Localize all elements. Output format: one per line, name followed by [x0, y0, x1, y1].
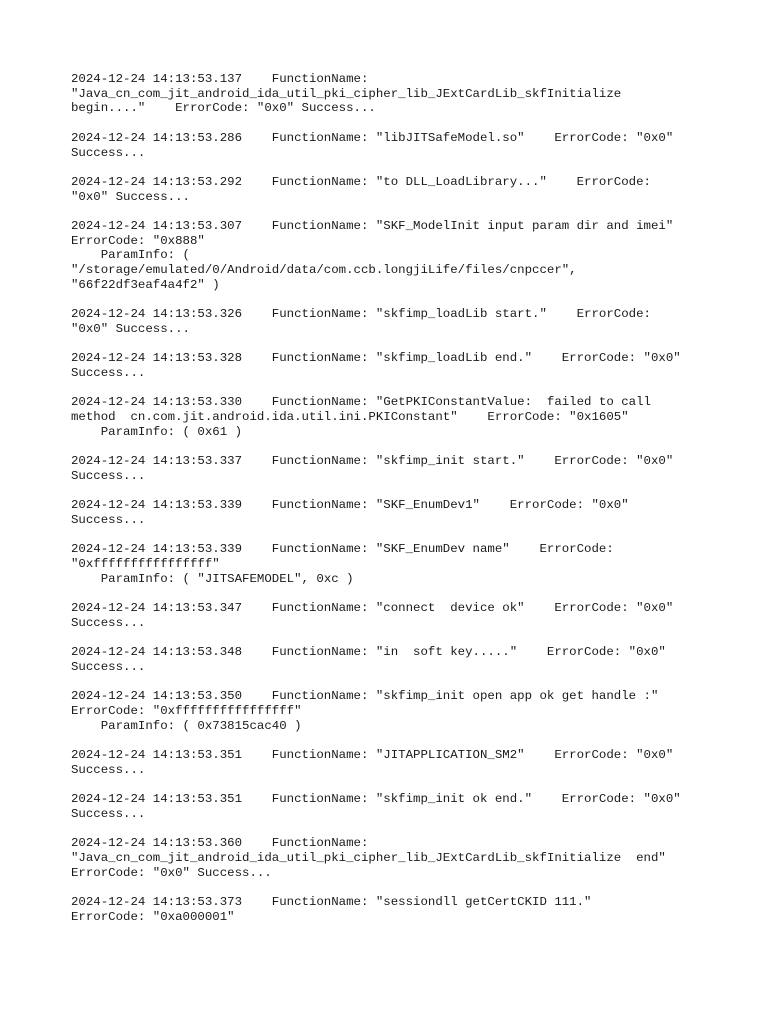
- log-entry: 2024-12-24 14:13:53.326 FunctionName: "skfimp_loadLib start." ErrorCode: "0x0" Success...: [71, 307, 651, 336]
- log-entry: 2024-12-24 14:13:53.373 FunctionName: "sessiondll getCertCKID 111." ErrorCode: "0xa000001": [71, 895, 592, 924]
- log-entry: 2024-12-24 14:13:53.347 FunctionName: "connect device ok" ErrorCode: "0x0" Success...: [71, 601, 674, 630]
- log-entry: 2024-12-24 14:13:53.351 FunctionName: "JITAPPLICATION_SM2" ErrorCode: "0x0" Success...: [71, 748, 674, 777]
- log-entry: 2024-12-24 14:13:53.351 FunctionName: "skfimp_init ok end." ErrorCode: "0x0" Success...: [71, 792, 681, 821]
- log-entry: 2024-12-24 14:13:53.348 FunctionName: "in soft key....." ErrorCode: "0x0" Success...: [71, 645, 666, 674]
- log-entry: 2024-12-24 14:13:53.339 FunctionName: "SKF_EnumDev1" ErrorCode: "0x0" Success...: [71, 498, 629, 527]
- log-document: [71, 72, 721, 939]
- log-entry: 2024-12-24 14:13:53.328 FunctionName: "skfimp_loadLib end." ErrorCode: "0x0" Success...: [71, 351, 681, 380]
- log-entry: 2024-12-24 14:13:53.286 FunctionName: "libJITSafeModel.so" ErrorCode: "0x0" Success...: [71, 130, 674, 160]
- log-entry: 2024-12-24 14:13:53.330 FunctionName: "GetPKIConstantValue: failed to call method cn.com.jit.android.ida.util.ini.PKIConstant" ErrorCode: "0x1605" ParamInfo: ( 0x61 ): [71, 395, 651, 439]
- log-entry: 2024-12-24 14:13:53.360 FunctionName: "Java_cn_com_jit_android_ida_util_pki_cipher_lib_JExtCardLib_skfInitialize end" ErrorCode: "0x0" Success...: [71, 836, 666, 880]
- log-entry: 2024-12-24 14:13:53.307 FunctionName: "SKF_ModelInit input param dir and imei" ErrorCode: "0x888" ParamInfo: ( "/storage/emulated/0/Android/data/com.ccb.longjiLife/files/cnpccer", "66f22df3eaf4a4f2" ): [71, 218, 674, 292]
- log-entry: 2024-12-24 14:13:53.339 FunctionName: "SKF_EnumDev name" ErrorCode: "0xffffffffffffffff" ParamInfo: ( "JITSAFEMODEL", 0xc ): [71, 542, 614, 586]
- log-entry: 2024-12-24 14:13:53.350 FunctionName: "skfimp_init open app ok get handle :" ErrorCode: "0xffffffffffffffff" ParamInfo: ( 0x73815cac40 ): [71, 689, 659, 733]
- log-entry: 2024-12-24 14:13:53.292 FunctionName: "to DLL_LoadLibrary..." ErrorCode: "0x0" Success...: [71, 174, 651, 204]
- log-entry: 2024-12-24 14:13:53.137 FunctionName: "Java_cn_com_jit_android_ida_util_pki_cipher_lib_JExtCardLib_skfInitialize begin...." ErrorCode: "0x0" Success...: [71, 72, 622, 116]
- log-entry: 2024-12-24 14:13:53.337 FunctionName: "skfimp_init start." ErrorCode: "0x0" Success...: [71, 454, 674, 483]
